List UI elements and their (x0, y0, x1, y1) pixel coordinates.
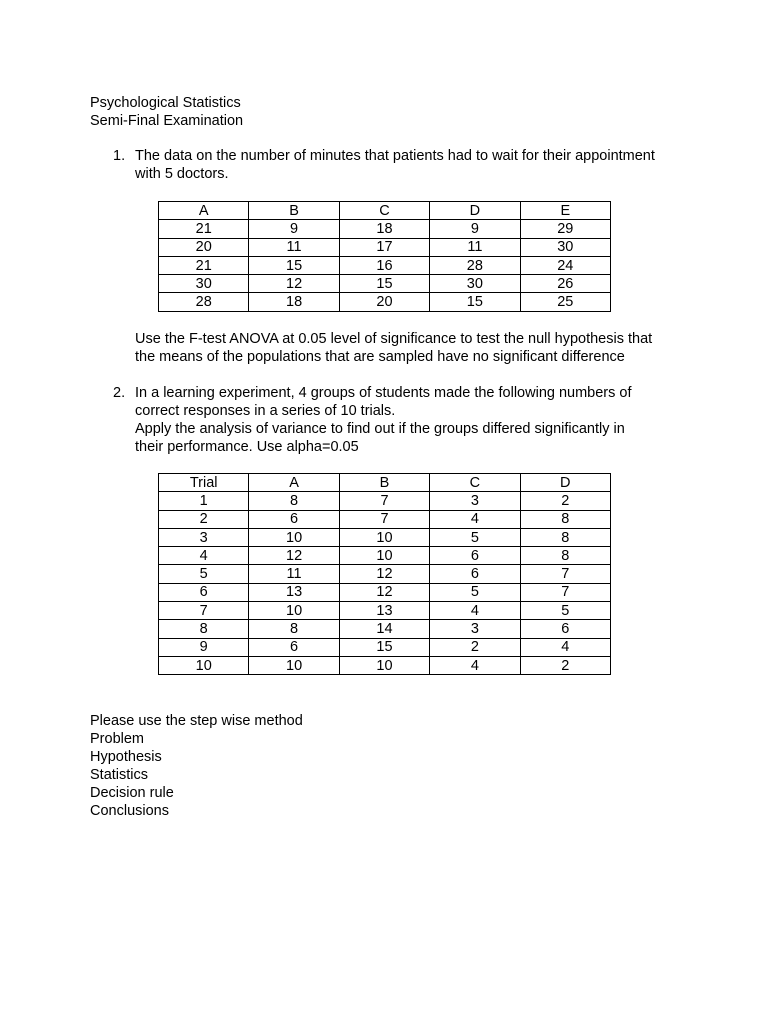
table-row (159, 565, 611, 583)
q1-instruction-line-1: Use the F-test ANOVA at 0.05 level of significance to test the null hypothesis that (135, 331, 653, 347)
table-row (159, 528, 611, 546)
table-header-cell: B (339, 474, 429, 492)
q2-text-line-4: their performance. Use alpha=0.05 (135, 439, 359, 455)
table-cell: 30 (159, 275, 249, 293)
q1-text-line-1: The data on the number of minutes that patients had to wait for their appointment (135, 148, 655, 164)
table-cell: 25 (520, 293, 610, 311)
table-cell: 17 (339, 238, 429, 256)
table-cell: 13 (339, 602, 429, 620)
table-row (159, 583, 611, 601)
q2-number: 2. (113, 385, 126, 401)
table-cell: 11 (249, 565, 339, 583)
table-cell: 7 (520, 565, 610, 583)
table-cell: 4 (159, 547, 249, 565)
table-cell: 10 (249, 602, 339, 620)
table-cell: 26 (520, 275, 610, 293)
table-cell: 1 (159, 492, 249, 510)
table-cell: 4 (430, 602, 520, 620)
table-cell: 15 (339, 638, 429, 656)
table-cell: 9 (249, 220, 339, 238)
table-cell: 10 (339, 547, 429, 565)
footer-step-conclusions: Conclusions (90, 803, 169, 819)
table-cell: 2 (520, 492, 610, 510)
q2-table (158, 473, 611, 675)
table-cell: 8 (159, 620, 249, 638)
table-cell: 12 (249, 275, 339, 293)
table-row (159, 256, 611, 274)
q1-number: 1. (113, 148, 126, 164)
table-cell: 5 (430, 583, 520, 601)
q1-table (158, 201, 611, 312)
table-header-cell: A (159, 202, 249, 220)
table-header-cell: D (430, 202, 520, 220)
table-cell: 10 (339, 656, 429, 674)
table-cell: 12 (339, 583, 429, 601)
table-row (159, 638, 611, 656)
table-header-cell: C (339, 202, 429, 220)
table-row (159, 275, 611, 293)
table-cell: 5 (520, 602, 610, 620)
table-cell: 29 (520, 220, 610, 238)
table-header-cell: Trial (159, 474, 249, 492)
table-cell: 21 (159, 256, 249, 274)
q1-instruction-line-2: the means of the populations that are sampled have no significant difference (135, 349, 625, 365)
table-cell: 4 (520, 638, 610, 656)
table-cell: 21 (159, 220, 249, 238)
table-header-row (159, 202, 611, 220)
table-cell: 3 (430, 620, 520, 638)
table-row (159, 238, 611, 256)
table-cell: 20 (339, 293, 429, 311)
table-cell: 7 (159, 602, 249, 620)
table-cell: 2 (430, 638, 520, 656)
course-title: Psychological Statistics (90, 95, 241, 111)
footer-step-problem: Problem (90, 731, 144, 747)
table-cell: 2 (159, 510, 249, 528)
table-cell: 11 (430, 238, 520, 256)
table-cell: 6 (249, 510, 339, 528)
table-cell: 10 (249, 528, 339, 546)
table-cell: 9 (159, 638, 249, 656)
q2-text-line-1: In a learning experiment, 4 groups of students made the following numbers of (135, 385, 632, 401)
table-cell: 3 (159, 528, 249, 546)
table-cell: 8 (520, 510, 610, 528)
q2-text-line-2: correct responses in a series of 10 trials. (135, 403, 396, 419)
table-row (159, 656, 611, 674)
footer-step-statistics: Statistics (90, 767, 149, 783)
table-row (159, 602, 611, 620)
table-cell: 7 (520, 583, 610, 601)
table-cell: 12 (249, 547, 339, 565)
table-cell: 18 (339, 220, 429, 238)
table-row (159, 510, 611, 528)
table-cell: 6 (520, 620, 610, 638)
table-cell: 7 (339, 510, 429, 528)
footer-step-decision-rule: Decision rule (90, 785, 174, 801)
exam-title: Semi-Final Examination (90, 113, 244, 129)
table-cell: 28 (159, 293, 249, 311)
table-cell: 8 (520, 547, 610, 565)
table-header-row (159, 474, 611, 492)
table-cell: 28 (430, 256, 520, 274)
table-cell: 8 (249, 620, 339, 638)
table-row (159, 220, 611, 238)
table-cell: 9 (430, 220, 520, 238)
table-cell: 10 (339, 528, 429, 546)
table-cell: 6 (159, 583, 249, 601)
table-cell: 12 (339, 565, 429, 583)
table-cell: 15 (430, 293, 520, 311)
table-header-cell: C (430, 474, 520, 492)
table-row (159, 492, 611, 510)
table-cell: 8 (520, 528, 610, 546)
table-cell: 15 (339, 275, 429, 293)
table-header-cell: E (520, 202, 610, 220)
footer-instruction: Please use the step wise method (90, 713, 303, 729)
table-cell: 11 (249, 238, 339, 256)
table-cell: 13 (249, 583, 339, 601)
table-header-cell: B (249, 202, 339, 220)
table-cell: 6 (430, 565, 520, 583)
table-cell: 8 (249, 492, 339, 510)
q1-text-line-2: with 5 doctors. (135, 166, 229, 182)
table-row (159, 547, 611, 565)
table-cell: 30 (520, 238, 610, 256)
table-cell: 7 (339, 492, 429, 510)
table-cell: 2 (520, 656, 610, 674)
table-cell: 14 (339, 620, 429, 638)
table-cell: 4 (430, 510, 520, 528)
table-cell: 6 (430, 547, 520, 565)
table-cell: 10 (249, 656, 339, 674)
table-cell: 16 (339, 256, 429, 274)
table-cell: 6 (249, 638, 339, 656)
table-row (159, 293, 611, 311)
table-header-cell: A (249, 474, 339, 492)
table-header-cell: D (520, 474, 610, 492)
footer-step-hypothesis: Hypothesis (90, 749, 162, 765)
table-cell: 5 (430, 528, 520, 546)
table-cell: 3 (430, 492, 520, 510)
q2-text-line-3: Apply the analysis of variance to find out if the groups differed significantly in (135, 421, 625, 437)
table-cell: 20 (159, 238, 249, 256)
table-cell: 10 (159, 656, 249, 674)
table-cell: 15 (249, 256, 339, 274)
table-cell: 4 (430, 656, 520, 674)
table-cell: 18 (249, 293, 339, 311)
table-row (159, 620, 611, 638)
table-cell: 30 (430, 275, 520, 293)
table-cell: 5 (159, 565, 249, 583)
table-cell: 24 (520, 256, 610, 274)
